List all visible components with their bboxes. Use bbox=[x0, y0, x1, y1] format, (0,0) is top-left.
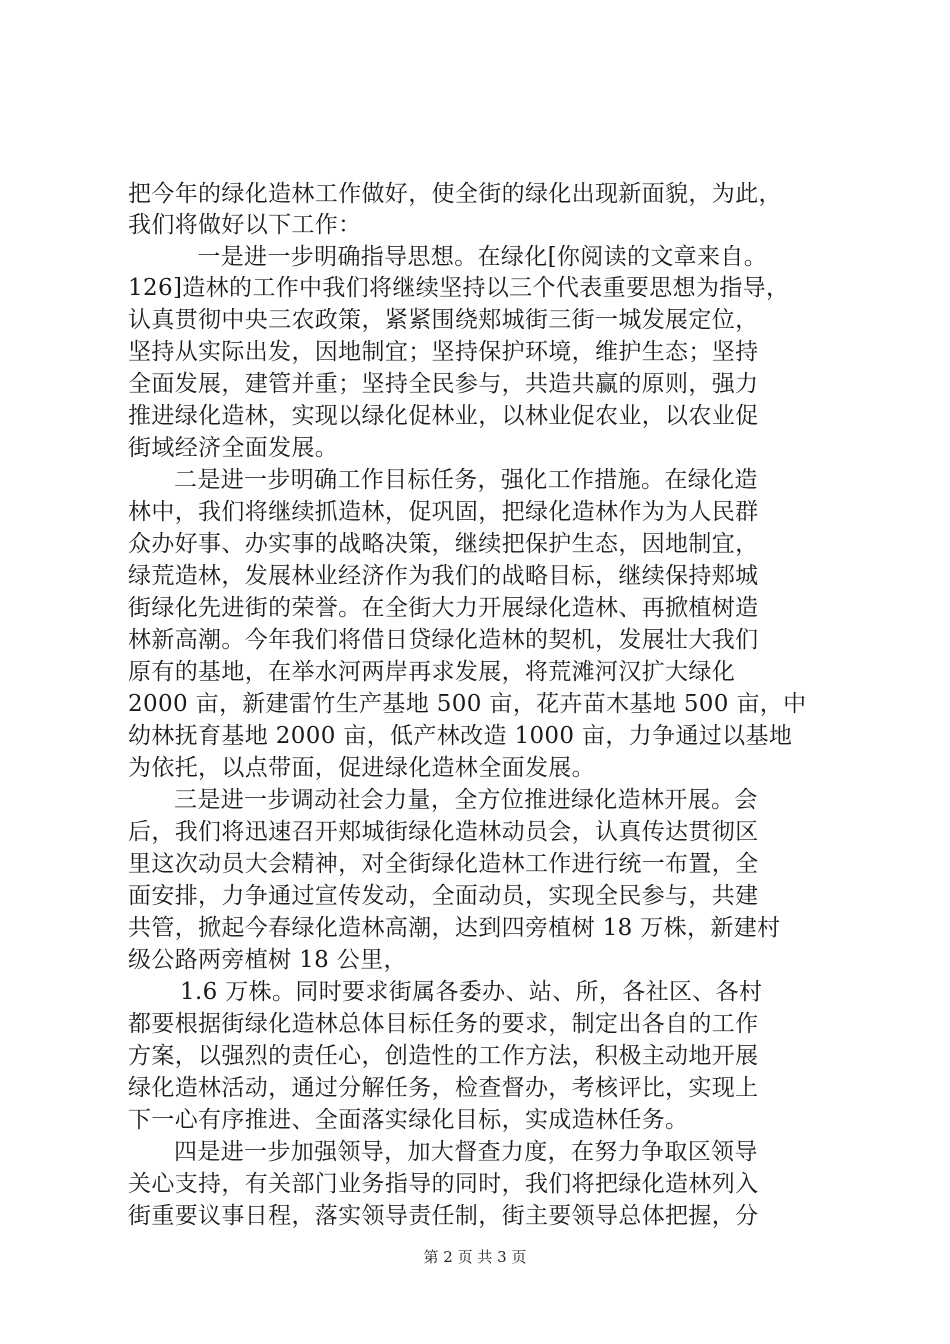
text-line: 为依托，以点带面，促进绿化造林全面发展。 bbox=[128, 755, 595, 781]
text-line: 全面发展，建管并重；坚持全民参与，共造共赢的原则，强力 bbox=[128, 371, 759, 397]
text-line: 四是进一步加强领导，加大督查力度，在努力争取区领导 bbox=[174, 1139, 758, 1165]
text-line: 1.6 万株。同时要求街属各委办、站、所，各社区、各村 bbox=[180, 979, 763, 1005]
text-line: 下一心有序推进、全面落实绿化目标，实成造林任务。 bbox=[128, 1107, 689, 1133]
text-line: 方案，以强烈的责任心，创造性的工作方法，积极主动地开展 bbox=[128, 1043, 759, 1069]
text-line: 面安排，力争通过宣传发动，全面动员，实现全民参与，共建 bbox=[128, 883, 759, 909]
text-line: 林新高潮。今年我们将借日贷绿化造林的契机，发展壮大我们 bbox=[128, 627, 759, 653]
text-line: 街绿化先进街的荣誉。在全街大力开展绿化造林、再掀植树造 bbox=[128, 595, 759, 621]
text-line: 后，我们将迅速召开郏城街绿化造林动员会，认真传达贯彻区 bbox=[128, 819, 759, 845]
text-line: 街域经济全面发展。 bbox=[128, 435, 339, 461]
text-line: 里这次动员大会精神，对全街绿化造林工作进行统一布置，全 bbox=[128, 851, 759, 877]
text-line: 把今年的绿化造林工作做好，使全街的绿化出现新面貌，为此， bbox=[128, 181, 782, 207]
text-line: 绿荒造林，发展林业经济作为我们的战略目标，继续保持郏城 bbox=[128, 563, 759, 589]
text-line: 级公路两旁植树 18 公里， bbox=[128, 947, 407, 973]
text-line: 一是进一步明确指导思想。在绿化[你阅读的文章来自。 bbox=[174, 244, 768, 270]
text-line: 关心支持，有关部门业务指导的同时，我们将把绿化造林列入 bbox=[128, 1171, 759, 1197]
text-line: 我们将做好以下工作： bbox=[128, 212, 362, 238]
text-line: 林中，我们将继续抓造林，促巩固，把绿化造林作为为人民群 bbox=[128, 499, 759, 525]
text-line: 认真贯彻中央三农政策，紧紧围绕郏城街三街一城发展定位， bbox=[128, 307, 759, 333]
text-line: 街重要议事日程，落实领导责任制，街主要领导总体把握，分 bbox=[128, 1203, 759, 1229]
text-line: 推进绿化造林，实现以绿化促林业，以林业促农业，以农业促 bbox=[128, 403, 759, 429]
text-line: 三是进一步调动社会力量，全方位推进绿化造林开展。会 bbox=[174, 787, 758, 813]
text-line: 坚持从实际出发，因地制宜；坚持保护环境，维护生态；坚持 bbox=[128, 339, 759, 365]
text-line: 绿化造林活动，通过分解任务，检查督办，考核评比，实现上 bbox=[128, 1075, 759, 1101]
text-line: 原有的基地，在举水河两岸再求发展，将荒滩河汉扩大绿化 bbox=[128, 659, 736, 685]
text-line: 二是进一步明确工作目标任务，强化工作措施。在绿化造 bbox=[174, 467, 758, 493]
text-line: 众办好事、办实事的战略决策，继续把保护生态，因地制宜， bbox=[128, 531, 759, 557]
text-line: 共管，掀起今春绿化造林高潮，达到四旁植树 18 万株，新建村 bbox=[128, 915, 781, 941]
text-line: 幼林抚育基地 2000 亩，低产林改造 1000 亩，力争通过以基地 bbox=[128, 723, 793, 749]
text-line: 126]造林的工作中我们将继续坚持以三个代表重要思想为指导， bbox=[128, 275, 790, 301]
page-footer: 第 2 页 共 3 页 bbox=[423, 1248, 527, 1266]
text-line: 都要根据街绿化造林总体目标任务的要求，制定出各自的工作 bbox=[128, 1011, 759, 1037]
text-line: 2000 亩，新建雷竹生产基地 500 亩，花卉苗木基地 500 亩，中 bbox=[128, 691, 807, 717]
